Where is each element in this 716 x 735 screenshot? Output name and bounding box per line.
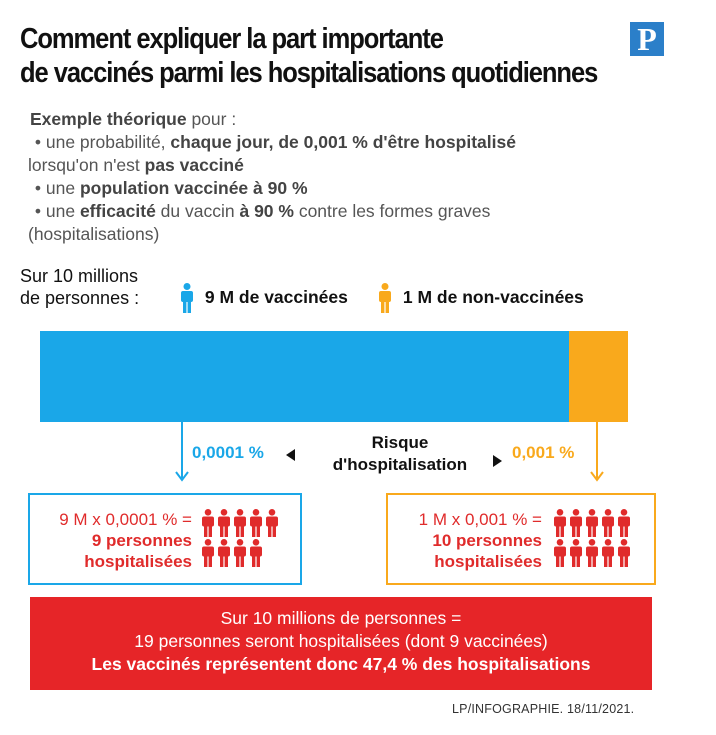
b2-pre: • une (34, 178, 80, 198)
unvaccinated-calculation-box (386, 493, 656, 585)
person-hospitalized-icon (249, 509, 263, 537)
intro-lead-bold: Exemple théorique (30, 109, 187, 129)
person-hospitalized-icon (617, 539, 631, 567)
person-hospitalized-icon (217, 539, 231, 567)
person-hospitalized-icon (617, 509, 631, 537)
vaccinated-count: 9 personnes (91, 531, 192, 550)
b3-bold1: efficacité (79, 201, 156, 221)
b3-post: contre les formes graves (293, 201, 491, 221)
person-hospitalized-icon (553, 509, 567, 537)
unvaccinated-hospitalized-icons (552, 509, 652, 569)
b1-line2-bold: pas vacciné (144, 155, 244, 175)
b2-bold: population vaccinée à 90 % (79, 178, 308, 198)
person-hospitalized-icon (201, 539, 215, 567)
vaccinated-arrow (176, 422, 188, 480)
unvaccinated-arrow (591, 422, 603, 480)
person-hospitalized-icon (601, 509, 615, 537)
person-hospitalized-icon (201, 509, 215, 537)
le-parisien-logo: P (630, 22, 664, 56)
summary-line-1: Sur 10 millions de personnes = (220, 608, 462, 628)
risk-unvaccinated: 0,001 % (512, 443, 575, 462)
legend-vaccinated-label: 9 M de vaccinées (204, 286, 348, 307)
unvaccinated-suffix: hospitalisées (434, 552, 542, 571)
b3-pre: • une (34, 201, 80, 221)
icon-row (552, 509, 652, 539)
risk-label (300, 432, 500, 476)
b1-line2-pre: lorsqu'on n'est (28, 155, 145, 175)
person-hospitalized-icon (265, 509, 279, 537)
person-hospitalized-icon (585, 509, 599, 537)
arrow-left-icon (286, 449, 295, 461)
person-hospitalized-icon (249, 539, 263, 567)
person-hospitalized-icon (601, 539, 615, 567)
population-label-line-2: de personnes : (20, 288, 140, 308)
b1-pre: • une probabilité, (34, 132, 171, 152)
person-hospitalized-icon (233, 539, 247, 567)
vaccinated-calculation-box (28, 493, 302, 585)
unvaccinated-count: 10 personnes (432, 531, 542, 550)
vaccinated-formula: 9 M x 0,0001 % = (59, 510, 192, 529)
arrow-right-icon (493, 455, 502, 467)
person-hospitalized-icon (569, 539, 583, 567)
vaccinated-calc-text (59, 509, 192, 572)
intro-lead-rest: pour : (186, 109, 237, 129)
person-hospitalized-icon (233, 509, 247, 537)
title-line-2: de vaccinés parmi les hospitalisations quotidiennes (20, 57, 598, 89)
unvaccinated-calc-text (419, 509, 542, 572)
legend-unvaccinated-label: 1 M de non-vaccinées (402, 286, 584, 307)
person-hospitalized-icon (569, 509, 583, 537)
vaccinated-suffix: hospitalisées (84, 552, 192, 571)
b1-bold: chaque jour, de 0,001 % d'être hospitalisé (170, 132, 516, 152)
b3-line2: (hospitalisations) (28, 224, 160, 244)
b3-mid: du vaccin (155, 201, 240, 221)
icon-row (200, 509, 300, 539)
summary-line-3: Les vaccinés représentent donc 47,4 % des hospitalisations (91, 654, 591, 674)
unvaccinated-formula: 1 M x 0,001 % = (418, 510, 542, 529)
person-hospitalized-icon (553, 539, 567, 567)
person-hospitalized-icon (585, 539, 599, 567)
person-hospitalized-icon (217, 509, 231, 537)
icon-row (200, 539, 300, 569)
vaccinated-hospitalized-icons (200, 509, 300, 569)
icon-row (552, 539, 652, 569)
summary-line-2: 19 personnes seront hospitalisées (dont 9 vaccinées) (134, 631, 548, 651)
risk-label-line-2: d'hospitalisation (332, 455, 468, 474)
title-line-1: Comment expliquer la part importante (20, 23, 443, 55)
summary-banner (30, 597, 652, 690)
b3-bold2: à 90 % (239, 201, 294, 221)
risk-label-line-1: Risque (371, 433, 429, 452)
population-label-line-1: Sur 10 millions (20, 266, 139, 286)
credit-line: LP/INFOGRAPHIE. 18/11/2021. (452, 702, 635, 716)
risk-vaccinated: 0,0001 % (192, 443, 264, 462)
